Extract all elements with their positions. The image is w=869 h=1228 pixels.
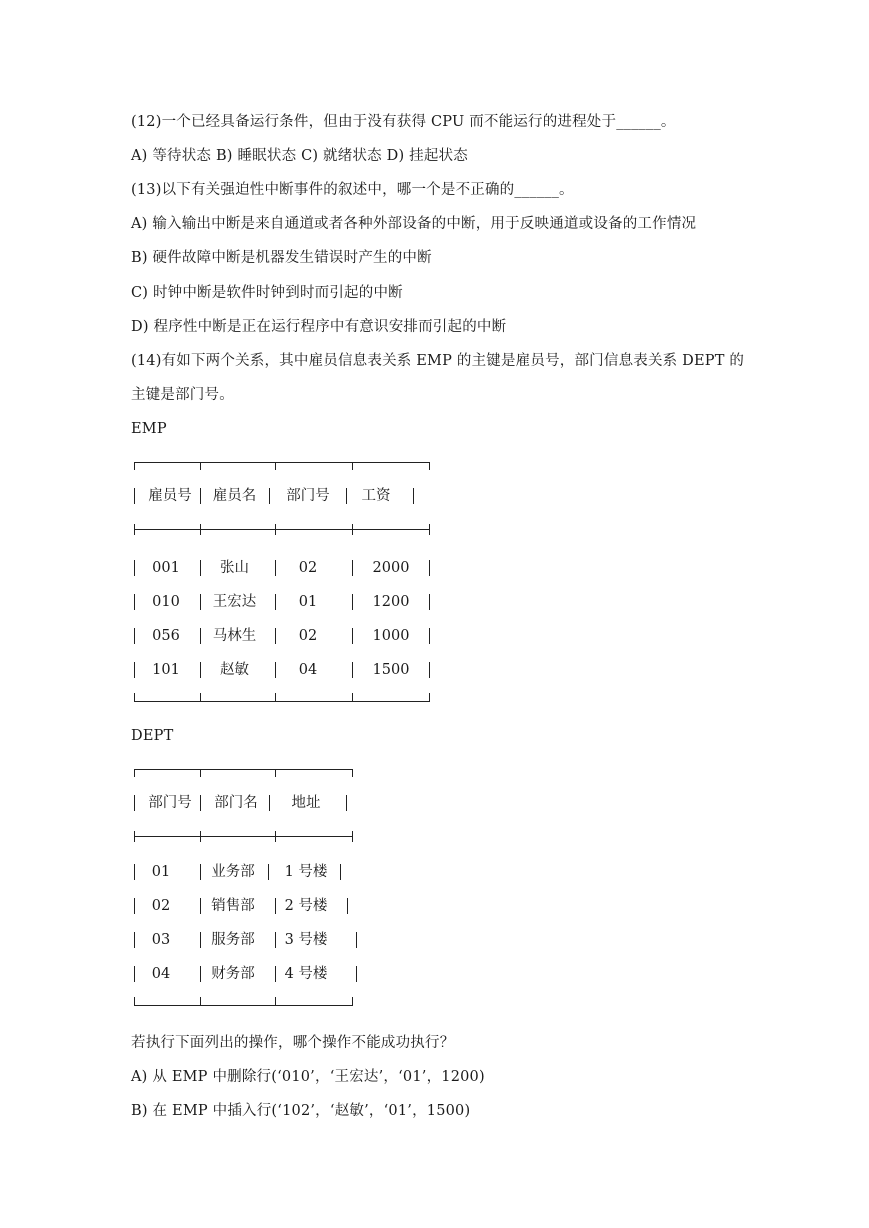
emp-header-separator	[134, 529, 430, 530]
dept-header-separator	[134, 836, 353, 837]
dept-table-label: DEPT	[131, 728, 174, 744]
question-14-ask: 若执行下面列出的操作，哪个操作不能成功执行？	[131, 1035, 455, 1051]
emp-data-cell: 001	[152, 560, 180, 576]
emp-data-cell: 马林生	[212, 628, 257, 644]
dept-header-cell: 地址	[291, 795, 321, 811]
emp-data-cell: 1200	[372, 594, 410, 610]
dept-data-cell: 02	[151, 898, 171, 914]
emp-table-label: EMP	[131, 421, 167, 437]
dept-data-cell: 4 号楼	[284, 966, 328, 982]
question-12: (12)一个已经具备运行条件，但由于没有获得 CPU 而不能运行的进程处于______。	[131, 114, 676, 130]
emp-data-cell: 2000	[372, 560, 410, 576]
emp-header-cell: 部门号	[286, 488, 330, 504]
question-14-line-1: (14)有如下两个关系，其中雇员信息表关系 EMP 的主键是雇员号，部门信息表关系 DEPT 的	[131, 353, 745, 369]
emp-data-cell: 赵敏	[220, 662, 249, 678]
emp-header-cell: 工资	[361, 488, 391, 504]
emp-top-border	[134, 462, 430, 463]
dept-data-cell: 3 号楼	[284, 932, 328, 948]
emp-data-cell: 04	[298, 662, 318, 678]
emp-data-cell: 1000	[372, 628, 410, 644]
emp-data-cell: 1500	[372, 662, 410, 678]
dept-data-cell: 销售部	[211, 898, 255, 914]
question-14-line-2: 主键是部门号。	[131, 387, 234, 403]
dept-data-cell: 04	[151, 966, 171, 982]
emp-data-cell: 010	[152, 594, 180, 610]
dept-bottom-border	[134, 1005, 353, 1006]
dept-data-cell: 财务部	[211, 966, 255, 982]
emp-data-cell: 02	[298, 628, 318, 644]
dept-data-cell: 服务部	[211, 932, 255, 948]
question-13-option-d: D) 程序性中断是正在运行程序中有意识安排而引起的中断	[131, 319, 507, 335]
emp-data-cell: 张山	[220, 560, 249, 576]
emp-data-cell: 02	[298, 560, 318, 576]
question-13-option-b: B) 硬件故障中断是机器发生错误时产生的中断	[131, 250, 432, 266]
dept-header-cell: 部门号	[148, 795, 192, 811]
dept-data-cell: 业务部	[211, 864, 255, 880]
dept-data-cell: 01	[151, 864, 171, 880]
question-13-option-a: A) 输入输出中断是来自通道或者各种外部设备的中断，用于反映通道或设备的工作情况	[131, 216, 697, 232]
question-14-option-b: B) 在 EMP 中插入行(‘102’，‘赵敏’，‘01’，1500)	[131, 1103, 471, 1119]
emp-header-cell: 雇员号	[148, 488, 192, 504]
dept-header-cell: 部门名	[214, 795, 258, 811]
question-13: (13)以下有关强迫性中断事件的叙述中，哪一个是不正确的______。	[131, 182, 574, 198]
dept-data-cell: 03	[151, 932, 171, 948]
dept-data-cell: 1 号楼	[284, 864, 328, 880]
emp-data-cell: 王宏达	[212, 594, 257, 610]
dept-data-cell: 2 号楼	[284, 898, 328, 914]
dept-top-border	[134, 769, 353, 770]
emp-data-cell: 01	[298, 594, 318, 610]
emp-bottom-border	[134, 701, 430, 702]
emp-data-cell: 101	[152, 662, 180, 678]
emp-header-cell: 雇员名	[212, 488, 257, 504]
question-12-options: A) 等待状态 B) 睡眠状态 C) 就绪状态 D) 挂起状态	[131, 148, 468, 164]
question-13-option-c: C) 时钟中断是软件时钟到时而引起的中断	[131, 285, 403, 301]
question-14-option-a: A) 从 EMP 中删除行(‘010’，‘王宏达’，‘01’，1200)	[131, 1069, 485, 1085]
emp-data-cell: 056	[152, 628, 180, 644]
